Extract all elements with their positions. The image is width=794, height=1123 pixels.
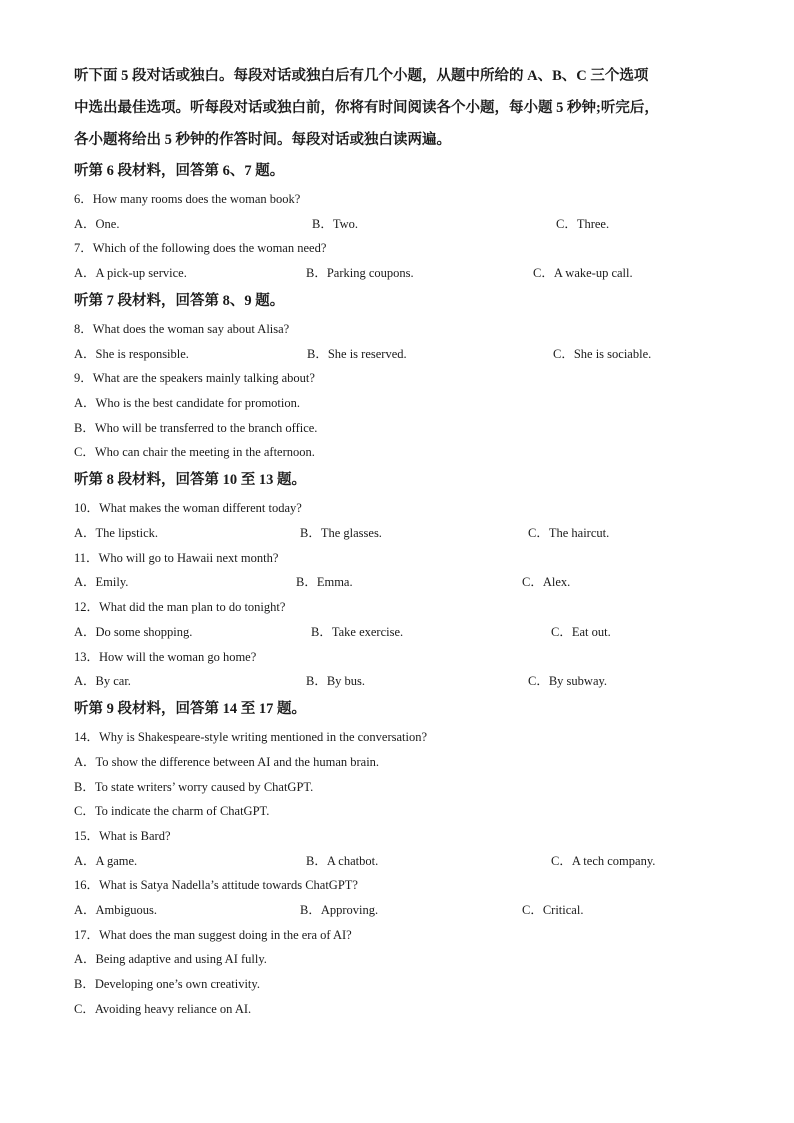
option-a: A．A pick-up service.: [74, 266, 187, 280]
option-a: A．A game.: [74, 854, 138, 868]
instructions-line-2: 中选出最佳选项。听每段对话或独白前，你将有时间阅读各个小题，每小题 5 秒钟;听完后，: [74, 100, 659, 116]
question-text: 11．Who will go to Hawaii next month?: [74, 551, 279, 565]
option-c: C．Three.: [556, 217, 610, 231]
option-a: A．Do some shopping.: [74, 625, 193, 639]
option-c: C．A wake-up call.: [533, 266, 633, 280]
question-text: 8．What does the woman say about Alisa?: [74, 322, 290, 336]
instructions-line-1: 听下面 5 段对话或独白。每段对话或独白后有几个小题，从题中所给的 A、B、C 三个选项: [74, 68, 649, 84]
option-b: B．The glasses.: [300, 526, 382, 540]
question-text: 16．What is Satya Nadella’s attitude towards ChatGPT?: [74, 878, 358, 892]
option-a: A．The lipstick.: [74, 526, 159, 540]
question-text: 14．Why is Shakespeare-style writing mentioned in the conversation?: [74, 730, 428, 744]
option-b: B．By bus.: [306, 674, 366, 688]
section-heading: 听第 6 段材料，回答第 6、7 题。: [74, 163, 285, 179]
question-text: 6．How many rooms does the woman book?: [74, 192, 301, 206]
option-c: C．By subway.: [528, 674, 608, 688]
option-a: A．Who is the best candidate for promotion.: [74, 396, 300, 410]
section-heading: 听第 9 段材料，回答第 14 至 17 题。: [74, 701, 306, 717]
instructions-line-3: 各小题将给出 5 秒钟的作答时间。每段对话或独白读两遍。: [74, 132, 451, 148]
option-a: A．Being adaptive and using AI fully.: [74, 952, 267, 966]
option-c: C．Alex.: [522, 575, 571, 589]
option-b: B．Who will be transferred to the branch office.: [74, 421, 318, 435]
option-c: C．The haircut.: [528, 526, 610, 540]
option-c: C．Who can chair the meeting in the afternoon.: [74, 445, 315, 459]
option-c: C．Eat out.: [551, 625, 611, 639]
question-text: 9．What are the speakers mainly talking about?: [74, 371, 315, 385]
section-heading: 听第 8 段材料，回答第 10 至 13 题。: [74, 472, 306, 488]
option-c: C．Critical.: [522, 903, 584, 917]
option-a: A．She is responsible.: [74, 347, 189, 361]
option-b: B．Emma.: [296, 575, 353, 589]
option-c: C．Avoiding heavy reliance on AI.: [74, 1002, 252, 1016]
option-c: C．To indicate the charm of ChatGPT.: [74, 804, 270, 818]
option-b: B．A chatbot.: [306, 854, 379, 868]
option-b: B．Take exercise.: [311, 625, 404, 639]
option-c: C．A tech company.: [551, 854, 656, 868]
option-a: A．One.: [74, 217, 120, 231]
question-text: 12．What did the man plan to do tonight?: [74, 600, 286, 614]
option-b: B．To state writers’ worry caused by ChatGPT.: [74, 780, 314, 794]
option-a: A．To show the difference between AI and the human brain.: [74, 755, 380, 769]
option-c: C．She is sociable.: [553, 347, 652, 361]
question-text: 17．What does the man suggest doing in the era of AI?: [74, 928, 352, 942]
section-heading: 听第 7 段材料，回答第 8、9 题。: [74, 293, 285, 309]
question-text: 10．What makes the woman different today?: [74, 501, 302, 515]
option-b: B．Approving.: [300, 903, 379, 917]
option-a: A．By car.: [74, 674, 131, 688]
option-a: A．Emily.: [74, 575, 129, 589]
question-text: 15．What is Bard?: [74, 829, 171, 843]
option-b: B．Parking coupons.: [306, 266, 414, 280]
option-a: A．Ambiguous.: [74, 903, 157, 917]
option-b: B．She is reserved.: [307, 347, 407, 361]
option-b: B．Two.: [312, 217, 359, 231]
option-b: B．Developing one’s own creativity.: [74, 977, 260, 991]
question-text: 7．Which of the following does the woman need?: [74, 241, 327, 255]
question-text: 13．How will the woman go home?: [74, 650, 257, 664]
